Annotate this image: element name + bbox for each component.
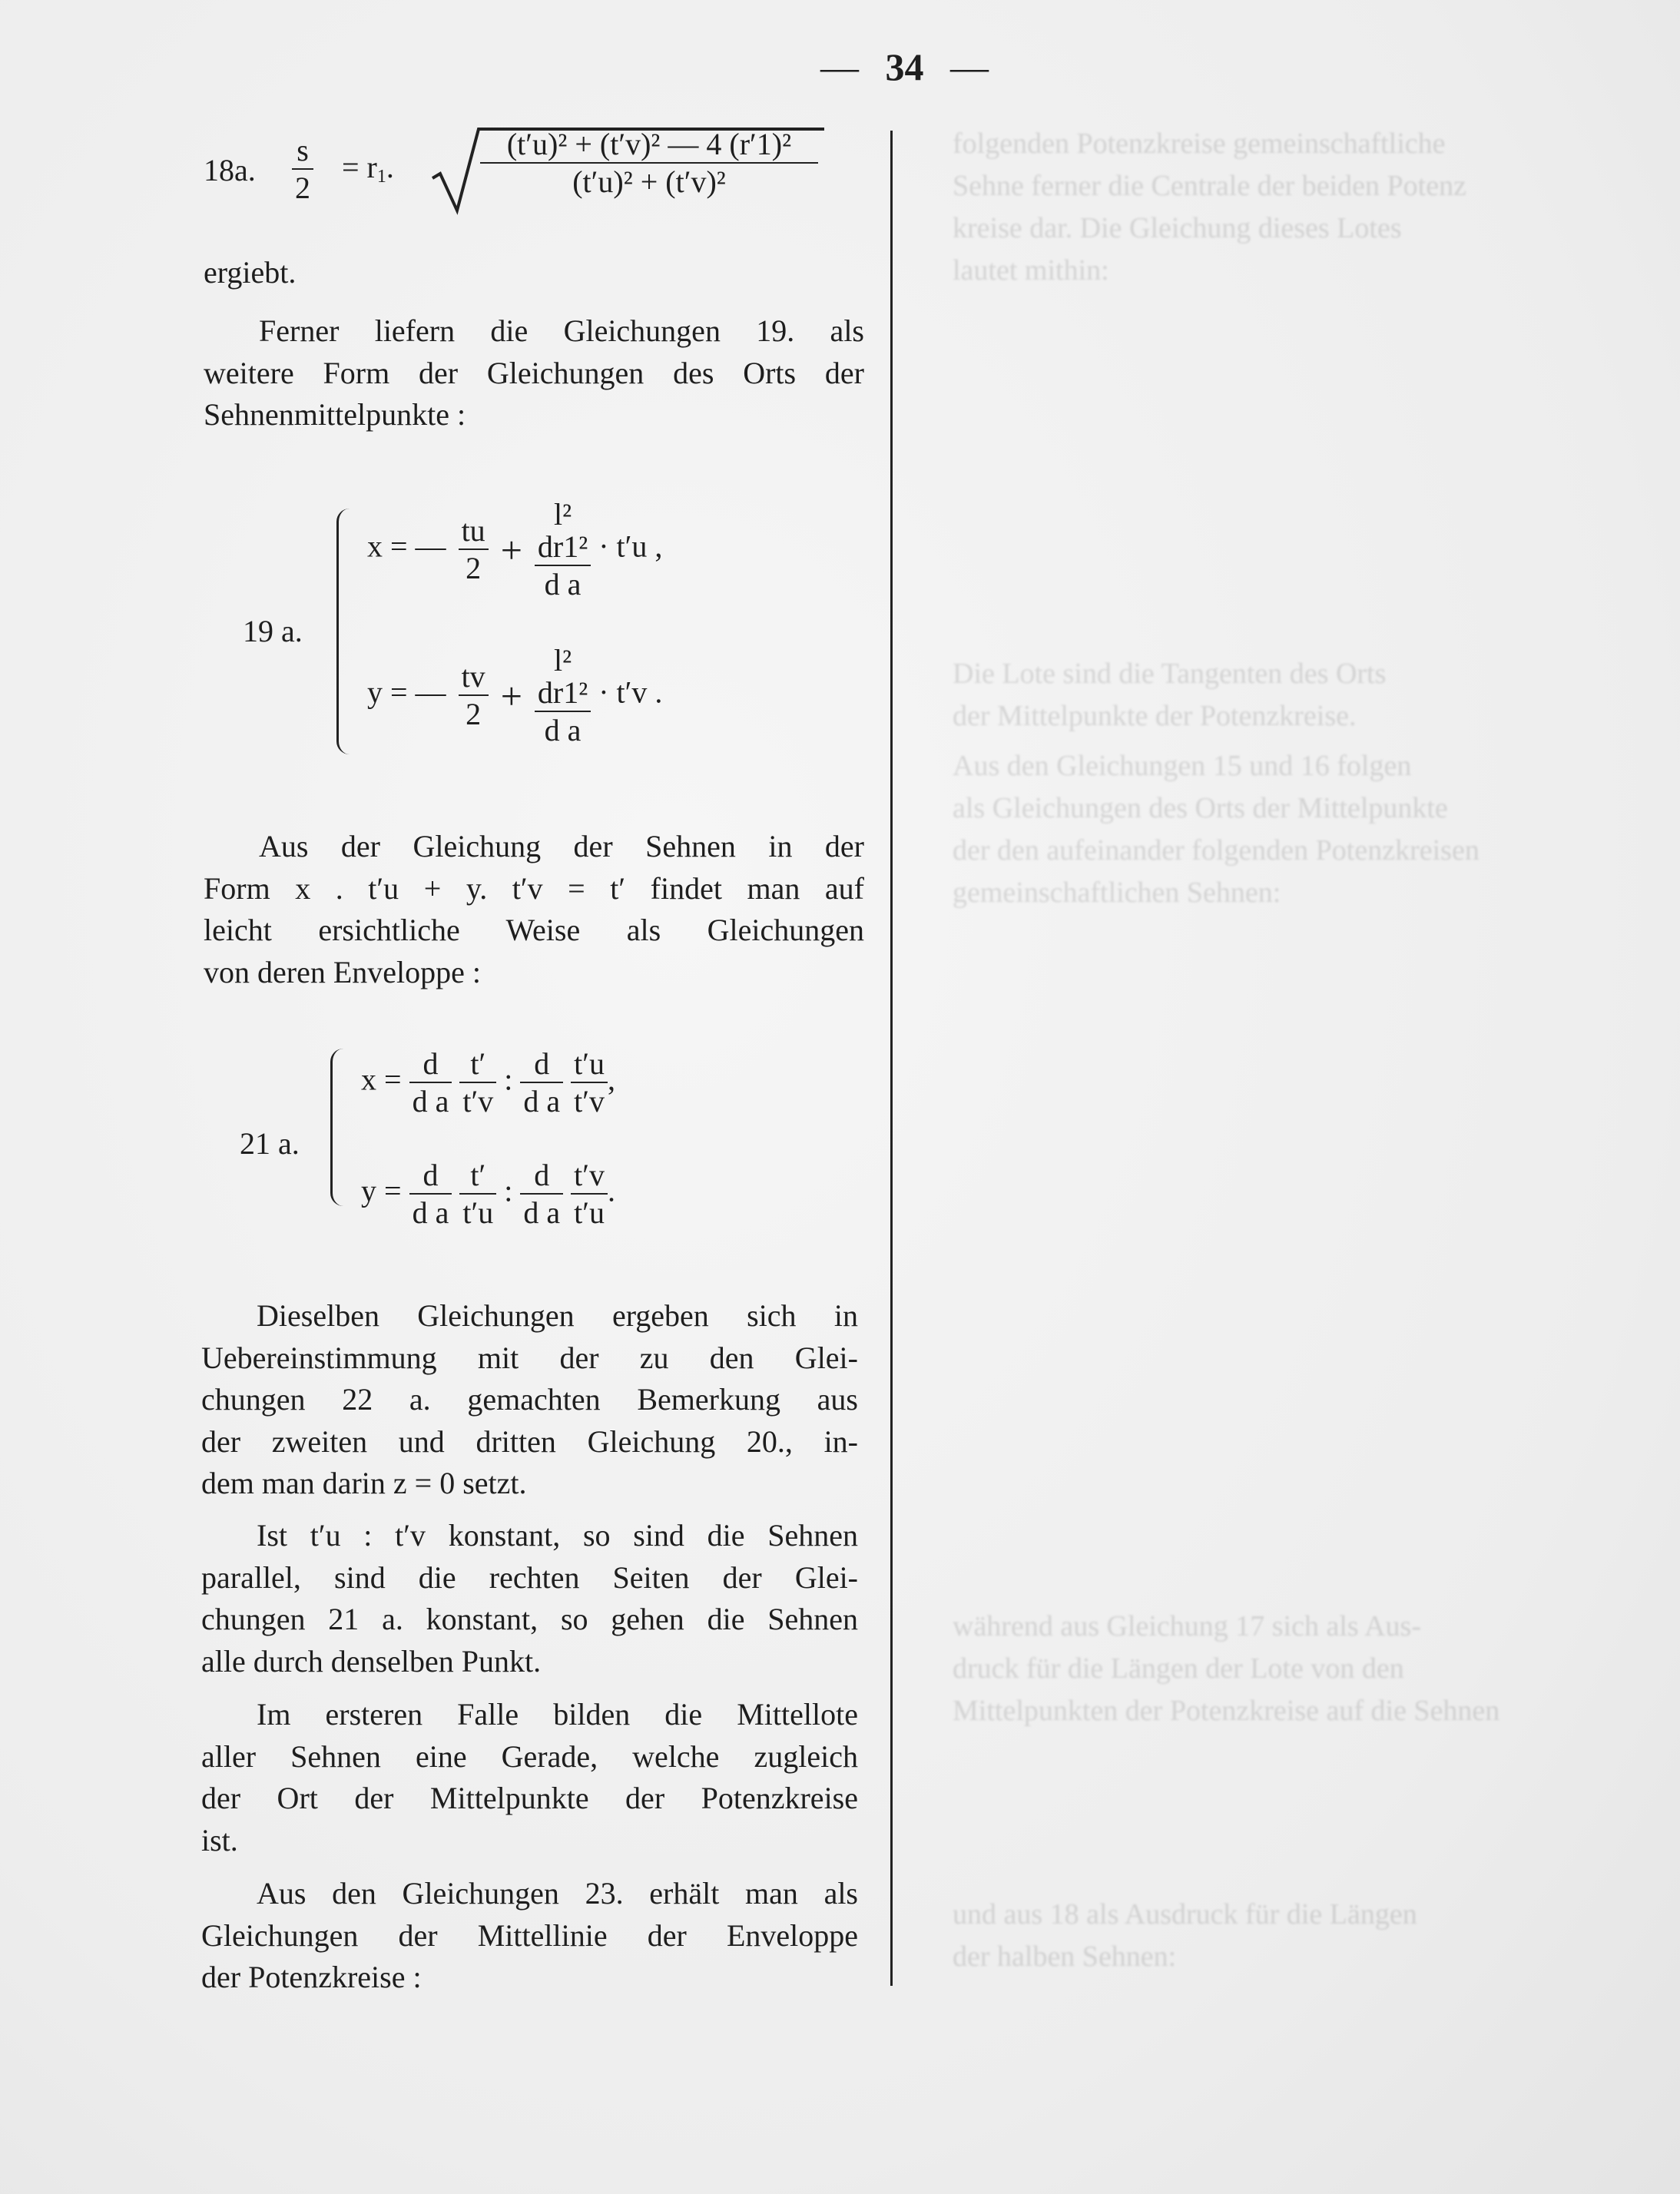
page-number-dash-left: — (820, 45, 859, 88)
equation-21a-x: x = $\frac{d}{\text{d a}}$ $\frac{t'}{t'v}$ : $\frac{d}{\text{d a}}$ $\frac{t'u}{t'v}$ , (361, 1046, 615, 1119)
paragraph-6: Aus den Gleichungen 23. erhält man als Gleichungen der Mittellinie der Enveloppe der Potenzkreise : (201, 1876, 858, 1994)
paragraph-2: Aus der Gleichung der Sehnen in der Form x . t′u + y. t′v = t′ findet man auf leicht ersichtliche Weise als Gleichungen von deren Enveloppe : (204, 829, 864, 989)
equation-label: 18a. (204, 153, 256, 187)
equals-r1: = $r_1$. (342, 150, 394, 187)
paragraph-1: Ferner liefern die Gleichungen 19. als weitere Form der Gleichungen des Orts der Sehnenmittelpunkte : (204, 313, 864, 432)
page-number: 34 (885, 45, 924, 88)
page-number-dash-right: — (950, 45, 989, 88)
equation-19a-y: y = — $\frac{tv}{2}$ + l² dr1² d a · t′v . (367, 643, 663, 747)
radicand-fraction: $\frac{\text{(t′u)² + (t′v)² — 4 (r′1)²}}{\text{(t′u)² + (t′v)²}}$ (476, 129, 822, 197)
column-rule (890, 131, 893, 1986)
paragraph-3: Dieselben Gleichungen ergeben sich in Uebereinstimmung mit der zu den Glei- chungen 22 a. gemachten Bemerkung aus der zweiten und dritten Gleichung 20., in- dem man darin z = 0 setzt. (201, 1298, 858, 1500)
page: folgenden Potenzkreise gemeinschaftliche Sehne ferner die Centrale der beiden Potenz kreise dar. Die Gleichung dieses Lotes lautet mithin: Die Lote sind die Tangenten des Orts der Mittelpunkte der Potenzkreise. Aus den Gleichungen 15 und 16 folgen als Gleichungen des Orts der Mittelpunkte der den aufeinander folgenden Potenzkreisen gemeinschaftlichen Sehnen: während aus Gleichung 17 sich als Aus- druck für die Längen der Lote von den Mittelpunkten der Potenzkreise auf die Sehnen und aus 18 als Ausdruck für die Längen der halben Sehnen: — 34 — 18a. $\frac{s}{2}$ = $r_1$. $\frac{\text{(t′u)² + (t′v)² — 4 (r′1)²}}{\text{(t′u)² + (t′v)²}}$ ergiebt. Ferner liefern die Gleichungen 19. als weitere Form der Gleichungen des Orts der Sehnenmittelpunkte : 19 a. x = — $\frac{tu}{2}$ + l² dr1² d a · t′u , y = — $\frac{tv}{2}$ + l² dr1² d a · t′v . Aus der Gleichung der Sehnen in der Form x . t′u + y. t′v = t′ findet man auf leicht ersichtliche Weise als Gleichungen von deren Enveloppe : 21 a. x = $\frac{d}{\text{d a}}$ $\frac{t'}{t'v}$ : $\frac{d}{\text{d a}}$ $\frac{t'u}{t'v}$ , y = $\frac{d}{\text{d a}}$ $\frac{t'}{t'u}$ : $\frac{d}{\text{d a}}$ $\frac{t'v}{t'u}$ . Dieselben Gleichungen ergeben sich in Uebereinstimmung mit der zu den Glei- chungen 22 a. gemachten Bemerkung aus der zweiten und dritten Gleichung 20., in- dem man darin z = 0 setzt. Ist t′u : t′v konstant, so sind die Sehnen parallel, sind die rechten Seiten der Glei- chungen 21 a. konstant, so gehen die Sehnen alle durch denselben Punkt. Im ersteren Falle bilden die Mittellote aller Sehnen eine Gerade, welche zugleich der Ort der Mittelpunkte der Potenzkreise ist. Aus den Gleichungen 23. erhält man als Gleichungen der Mittellinie der Enveloppe der Potenzkreise : (0, 0, 1680, 2194)
left-brace-icon (336, 509, 350, 754)
left-brace-icon (330, 1049, 343, 1206)
paragraph-4: Ist t′u : t′v konstant, so sind die Sehnen parallel, sind die rechten Seiten der Glei- chungen 21 a. konstant, so gehen die Sehnen alle durch denselben Punkt. (201, 1518, 858, 1679)
paragraph-5: Im ersteren Falle bilden die Mittellote aller Sehnen eine Gerade, welche zugleich der Ort der Mittelpunkte der Potenzkreise ist. (201, 1697, 858, 1858)
equation-19a-x: x = — $\frac{tu}{2}$ + l² dr1² d a · t′u , (367, 497, 663, 602)
equation-21a-y: y = $\frac{d}{\text{d a}}$ $\frac{t'}{t'u}$ : $\frac{d}{\text{d a}}$ $\frac{t'v}{t'u}$ . (361, 1158, 615, 1230)
page-number-line (820, 45, 989, 89)
fraction-s-over-2: $\frac{s}{2}$ (292, 135, 313, 204)
text-ergiebt: ergiebt. (204, 255, 297, 290)
equation-label: 21 a. (240, 1126, 300, 1161)
equation-label: 19 a. (243, 614, 303, 648)
